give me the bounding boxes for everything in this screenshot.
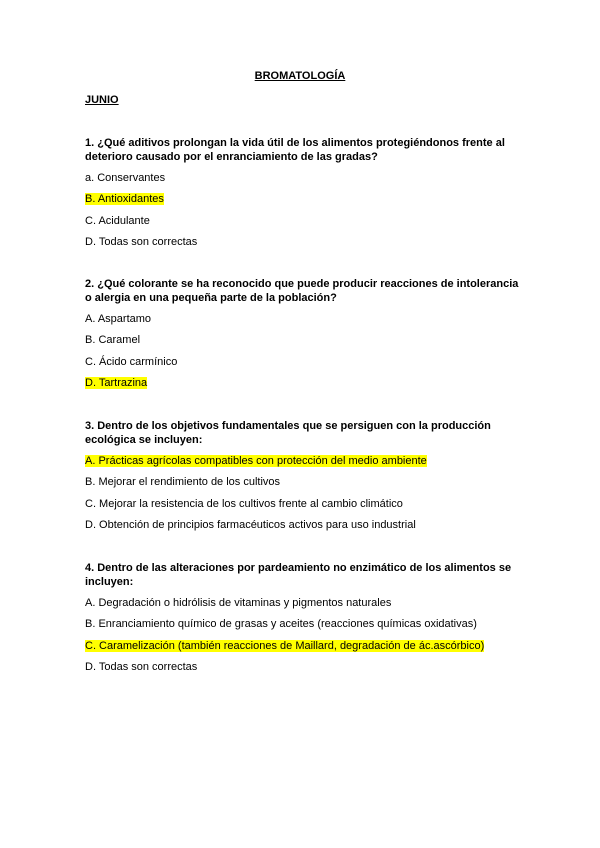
answer-option-label: B. Antioxidantes	[85, 193, 164, 206]
answer-option-d[interactable]	[85, 661, 525, 674]
answer-option-d[interactable]	[85, 236, 525, 249]
answer-option-b[interactable]	[85, 618, 525, 631]
answer-option-label: B. Mejorar el rendimiento de los cultivos	[85, 476, 281, 489]
answer-option-a[interactable]	[85, 313, 525, 326]
answer-option-b[interactable]	[85, 476, 525, 489]
answer-option-b[interactable]	[85, 334, 525, 347]
question-4	[85, 561, 525, 683]
answer-options	[85, 455, 525, 532]
answer-option-label: B. Caramel	[85, 334, 141, 347]
answer-option-label: A. Degradación o hidrólisis de vitaminas y pigmentos naturales	[85, 597, 392, 609]
question-text: 1. ¿Qué aditivos prolongan la vida útil de los alimentos protegiéndonos frente al deterioro causado por el enranciamiento de las gradas?	[85, 137, 505, 163]
answer-option-label: D. Tartrazina	[85, 377, 148, 390]
answer-option-a[interactable]	[85, 172, 525, 185]
answer-option-label: D. Todas son correctas	[85, 661, 198, 674]
question-text: 4. Dentro de las alteraciones por pardeamiento no enzimático de los alimentos se incluyen:	[85, 562, 512, 588]
answer-option-c-correct[interactable]	[85, 640, 525, 653]
answer-option-label: C. Acidulante	[85, 214, 150, 227]
answer-options	[85, 313, 525, 390]
question-3	[85, 419, 525, 541]
answer-option-label: D. Todas son correctas	[85, 236, 198, 249]
answer-option-label: B. Enranciamiento químico de grasas y aceites (reacciones químicas oxidativas)	[85, 618, 477, 631]
answer-option-label: C. Mejorar la resistencia de los cultivos frente al cambio climático	[85, 497, 403, 510]
document-title: BROMATOLOGÍA	[254, 70, 346, 82]
answer-option-label: A. Prácticas agrícolas compatibles con protección del medio ambiente	[85, 455, 427, 467]
answer-option-b-correct[interactable]	[85, 193, 525, 206]
answer-options	[85, 597, 525, 674]
answer-option-label: a. Conservantes	[85, 172, 166, 184]
answer-option-d-correct[interactable]	[85, 377, 525, 390]
answer-option-a-correct[interactable]	[85, 455, 525, 468]
answer-options	[85, 172, 525, 249]
question-text: 2. ¿Qué colorante se ha reconocido que puede producir reacciones de intolerancia o alergia en una pequeña parte de la población?	[85, 278, 519, 304]
answer-option-d[interactable]	[85, 519, 525, 532]
answer-option-label: C. Caramelización (también reacciones de Maillard, degradación de ác.ascórbico)	[85, 639, 485, 652]
answer-option-label: A. Aspartamo	[85, 313, 152, 325]
answer-option-a[interactable]	[85, 597, 525, 610]
answer-option-label: D. Obtención de principios farmacéuticos activos para uso industrial	[85, 519, 416, 532]
question-text: 3. Dentro de los objetivos fundamentales que se persiguen con la producción ecológica se incluyen:	[85, 420, 491, 446]
question-2	[85, 277, 525, 399]
answer-option-c[interactable]	[85, 498, 525, 511]
answer-option-c[interactable]	[85, 215, 525, 228]
section-label: JUNIO	[85, 94, 119, 106]
answer-option-label: C. Ácido carmínico	[85, 355, 178, 368]
answer-option-c[interactable]	[85, 356, 525, 369]
question-1	[85, 136, 525, 258]
